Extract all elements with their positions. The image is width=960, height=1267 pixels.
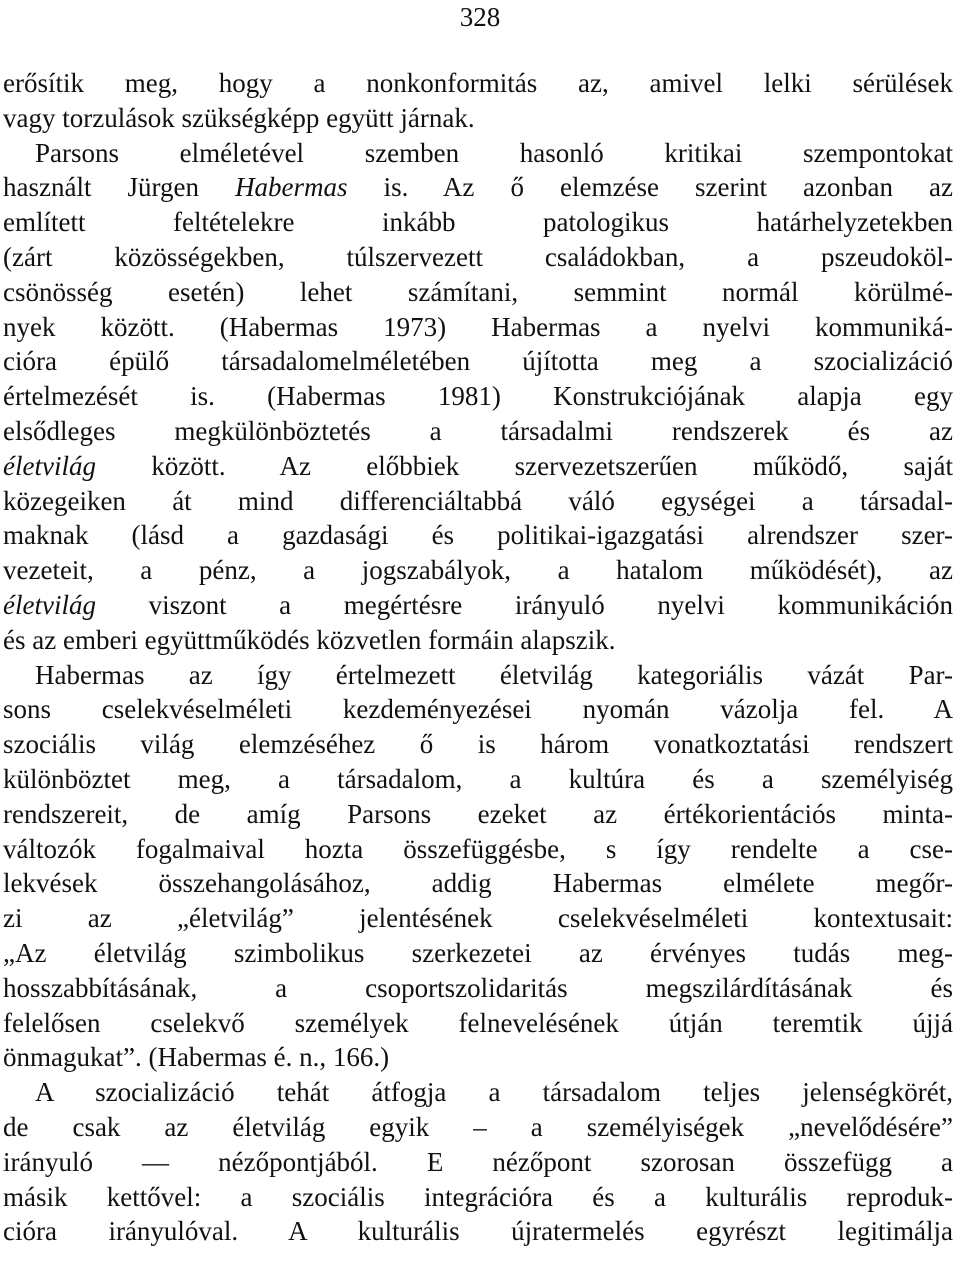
page-number: 328 (459, 2, 501, 32)
text-line (3, 1006, 953, 1041)
text-line (3, 1180, 953, 1215)
text-run: vezeteit, a pénz, a jogszabályok, a hatalom működését), az (3, 555, 953, 586)
text-line (3, 971, 953, 1006)
text-run: közegeiken át mind differenciáltabbá váló egységei a társadal- (3, 485, 953, 516)
text-run: Parsons elméletével szemben hasonló kritikai szempontokat (35, 137, 953, 168)
text-line (3, 310, 953, 345)
text-run: Habermas az így értelmezett életvilág kategoriális vázát Par- (35, 659, 953, 690)
text-line (3, 797, 953, 832)
text-line (3, 205, 953, 240)
text-line (3, 1110, 953, 1145)
text-run: másik kettővel: a szociális integrációra és a kulturális reproduk- (3, 1181, 953, 1212)
text-run: és az emberi együttműködés közvetlen formáin alapszik. (3, 624, 616, 655)
text-line (3, 1040, 953, 1075)
text-line (3, 692, 953, 727)
text-line (3, 136, 953, 171)
text-run: vagy torzulások szükségképp együtt járnak. (3, 102, 475, 133)
text-run: értelmezését is. (Habermas 1981) Konstrukciójának alapja egy (3, 381, 953, 412)
text-line (3, 936, 953, 971)
text-line (3, 344, 953, 379)
text-run: erősítik meg, hogy a nonkonformitás az, amivel lelki sérülések (3, 68, 953, 98)
text-line (3, 240, 953, 275)
text-line (3, 866, 953, 901)
text-run: változók fogalmaival hozta összefüggésbe, s így rendelte a cse- (3, 833, 953, 864)
text-run: irányuló — nézőpontjából. E nézőpont szorosan összefügg a (3, 1146, 953, 1177)
text-run: cióra épülő társadalomelméletében újította meg a szocializáció (3, 346, 953, 377)
text-run: elsődleges megkülönböztetés a társadalmi rendszerek és az (3, 415, 953, 446)
text-line (3, 1145, 953, 1180)
text-run: rendszereit, de amíg Parsons ezeket az értékorientációs minta- (3, 798, 953, 829)
text-run: önmagukat”. (Habermas é. n., 166.) (3, 1042, 390, 1073)
text-line (3, 484, 953, 519)
text-run: (zárt közösségekben, túlszervezett családokban, a pszeudoköl- (3, 241, 953, 272)
text-run: különböztet meg, a társadalom, a kultúra és a személyiség (3, 763, 953, 794)
text-line (3, 101, 953, 136)
text-run: nyek között. (Habermas 1973) Habermas a nyelvi kommuniká- (3, 311, 953, 342)
text-line (3, 588, 953, 623)
text-run: között. Az előbbiek szervezetszerűen működő, saját (95, 450, 953, 481)
text-line (3, 762, 953, 797)
text-run: „Az életvilág szimbolikus szerkezetei az érvényes tudás meg- (3, 937, 953, 968)
text-line (3, 553, 953, 588)
text-line (3, 623, 953, 658)
text-run: használt Jürgen (3, 172, 236, 203)
text-run: említett feltételekre inkább patologikus határhelyzetekben (3, 207, 953, 238)
text-run: lekvések összehangolásához, addig Habermas elmélete megőr- (3, 868, 953, 899)
italic-term: életvilág (3, 589, 96, 620)
italic-term: Habermas (235, 172, 348, 203)
text-line (3, 170, 953, 205)
text-run: sons cselekvéselméleti kezdeményezései nyomán vázolja fel. A (3, 694, 953, 725)
text-line (3, 832, 953, 867)
italic-term: életvilág (3, 450, 96, 481)
text-run: csönösség esetén) lehet számítani, semmint normál körülmé- (3, 276, 953, 307)
text-run: viszont a megértésre irányuló nyelvi kommunikáción (95, 589, 953, 620)
text-line (3, 449, 953, 484)
text-run: is. Az ő elemzése szerint azonban az (347, 172, 953, 203)
text-run: felelősen cselekvő személyek felnevelésének útján teremtik újjá (3, 1007, 953, 1038)
text-line (3, 1075, 953, 1110)
text-line (3, 275, 953, 310)
text-run: maknak (lásd a gazdasági és politikai-igazgatási alrendszer szer- (3, 520, 953, 551)
text-line (3, 658, 953, 693)
text-line (3, 379, 953, 414)
text-run: de csak az életvilág egyik – a személyiségek „nevelődésére” (3, 1111, 953, 1142)
text-line (3, 727, 953, 762)
text-run: A szocializáció tehát átfogja a társadalom teljes jelenségkörét, (35, 1077, 953, 1108)
body-text (3, 66, 953, 1249)
text-line (3, 518, 953, 553)
text-run: cióra irányulóval. A kulturális újratermelés egyrészt legitimálja (3, 1216, 953, 1247)
text-line (3, 414, 953, 449)
text-run: szociális világ elemzéséhez ő is három vonatkoztatási rendszert (3, 729, 953, 760)
text-run: hosszabbításának, a csoportszolidaritás megszilárdításának és (3, 972, 953, 1003)
text-line (3, 901, 953, 936)
text-line (3, 1214, 953, 1249)
text-line (3, 66, 953, 101)
text-run: zi az „életvilág” jelentésének cselekvéselméleti kontextusait: (3, 903, 953, 934)
